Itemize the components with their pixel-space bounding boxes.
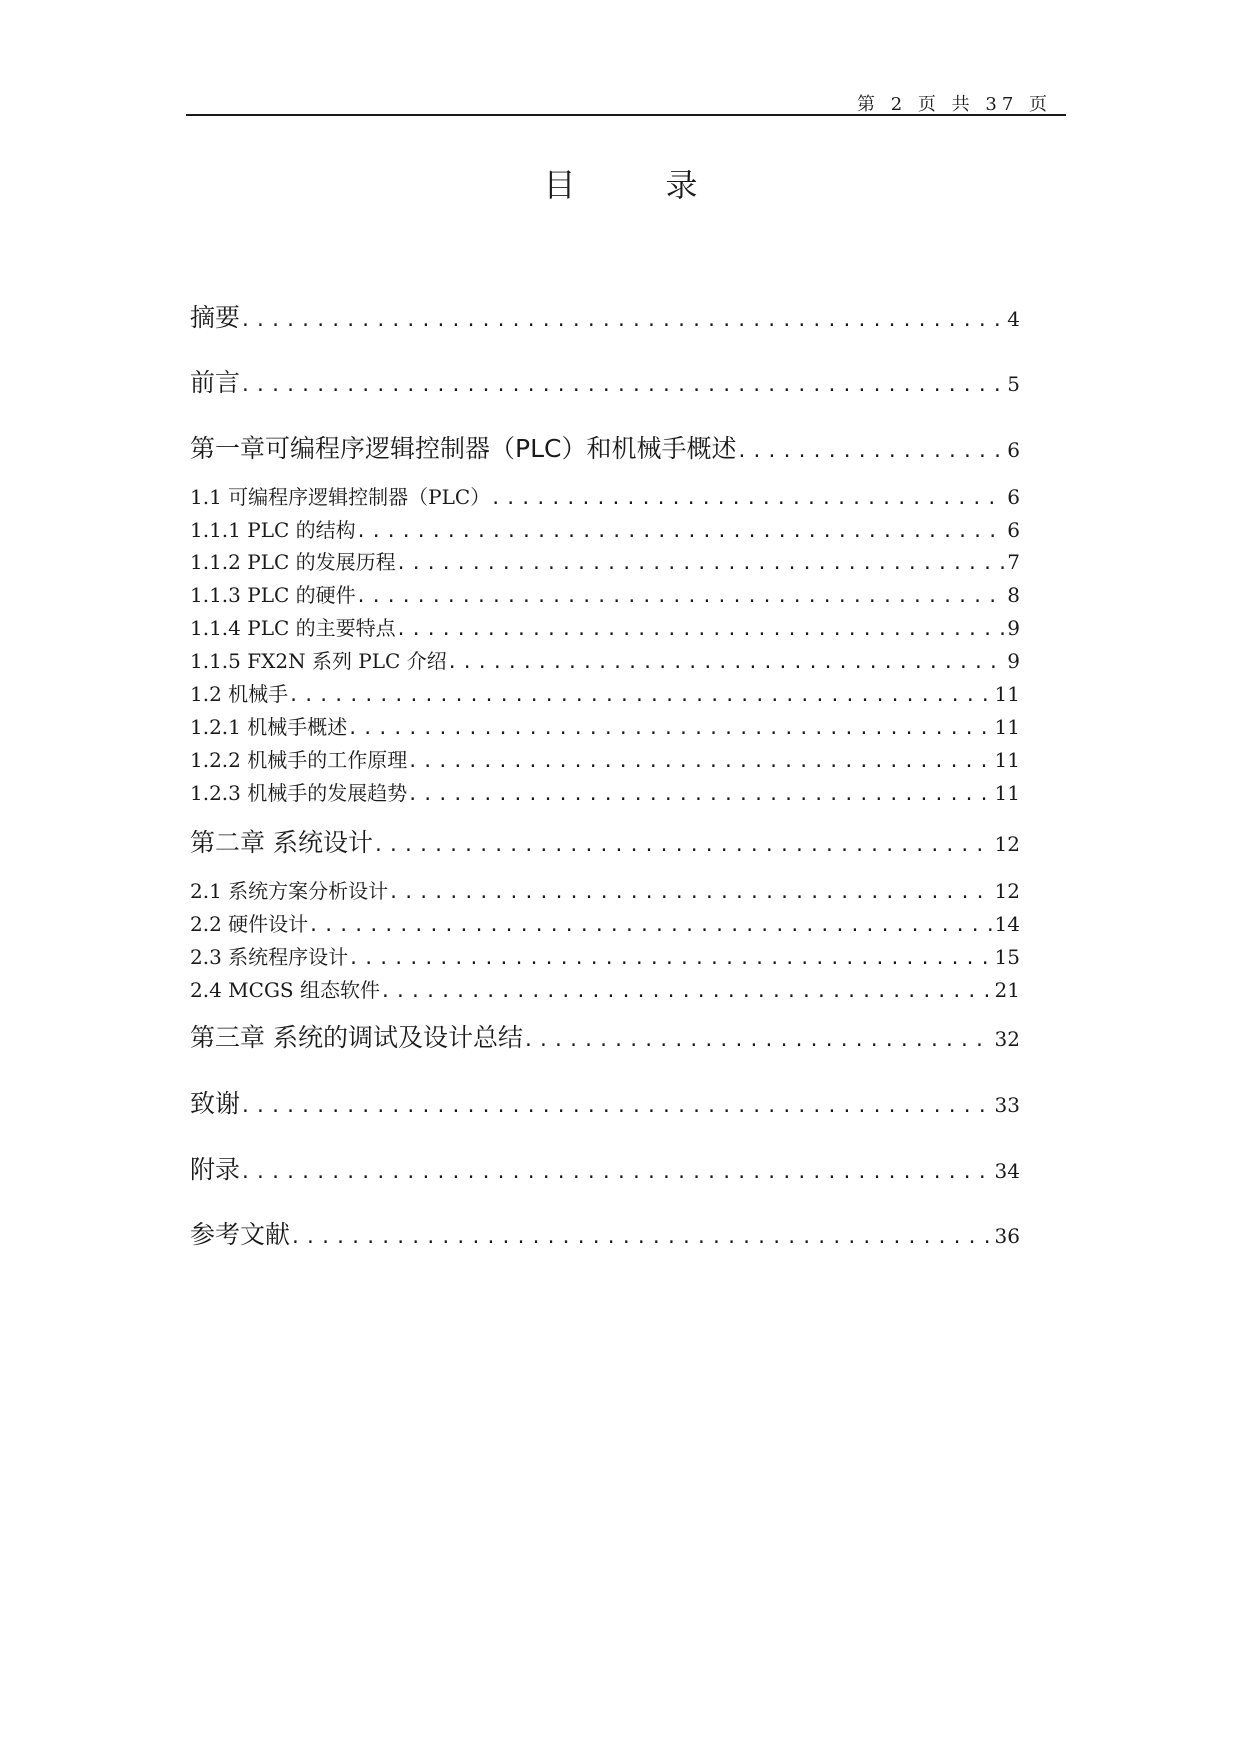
toc-entry[interactable]: [190, 744, 1020, 773]
title-char-2: 录: [665, 166, 698, 204]
toc-entry-page: 7: [1007, 550, 1020, 574]
toc-entry-page: 14: [994, 912, 1020, 936]
toc-entry-label: 1.1.3 PLC 的硬件: [190, 583, 356, 607]
toc-entry-label: 第二章 系统设计: [190, 828, 373, 857]
toc-entry[interactable]: [190, 579, 1020, 608]
toc-entry-label: 前言: [190, 368, 241, 397]
toc-entry-label: 第三章 系统的调试及设计总结: [190, 1023, 523, 1052]
toc-entry[interactable]: [190, 711, 1020, 740]
toc-entry[interactable]: [190, 1150, 1020, 1186]
page-header: [186, 88, 1066, 116]
toc-entry-page: 11: [994, 682, 1020, 706]
toc-entry-page: 4: [1007, 307, 1020, 331]
toc-entry-page: 9: [1007, 649, 1020, 673]
toc-entry[interactable]: [190, 678, 1020, 707]
toc-entry[interactable]: [190, 429, 1020, 465]
toc-entry-label: 2.4 MCGS 组态软件: [190, 978, 380, 1002]
toc-entry-label: 1.1.4 PLC 的主要特点: [190, 616, 396, 640]
toc-entry-label: 摘要: [190, 303, 241, 332]
page-title: [0, 160, 1241, 206]
toc-entry-page: 6: [1007, 438, 1020, 462]
toc-entry[interactable]: [190, 546, 1020, 575]
toc-entry-page: 32: [994, 1027, 1020, 1051]
toc-entry-page: 8: [1007, 583, 1020, 607]
toc-entry[interactable]: [190, 777, 1020, 806]
toc-entry-page: 5: [1007, 372, 1020, 396]
page-number: 第 2 页 共 37 页: [857, 94, 1052, 115]
toc-entry-label: 致谢: [190, 1089, 241, 1118]
toc-entry-label: 1.1.5 FX2N 系列 PLC 介绍: [190, 649, 447, 673]
toc-entry-page: 36: [994, 1224, 1020, 1248]
toc-entry[interactable]: [190, 941, 1020, 970]
toc-entry[interactable]: [190, 974, 1020, 1003]
toc-entry-label: 1.2.1 机械手概述: [190, 715, 348, 739]
toc-entry-label: 1.2.3 机械手的发展趋势: [190, 781, 408, 805]
toc-entry-page: 12: [994, 832, 1020, 856]
toc-entry[interactable]: [190, 481, 1020, 510]
toc-entry-page: 11: [994, 748, 1020, 772]
toc-entry-page: 12: [994, 879, 1020, 903]
toc-entry-label: 2.1 系统方案分析设计: [190, 879, 389, 903]
toc-entry-label: 1.1.2 PLC 的发展历程: [190, 550, 396, 574]
toc-entry-page: 15: [994, 945, 1020, 969]
toc-entry-label: 1.2.2 机械手的工作原理: [190, 748, 408, 772]
toc-entry[interactable]: [190, 645, 1020, 674]
toc-entry-label: 1.1 可编程序逻辑控制器（PLC）: [190, 485, 491, 509]
toc-entry[interactable]: [190, 1215, 1020, 1251]
toc-entry-page: 34: [994, 1159, 1020, 1183]
toc-entry-label: 2.2 硬件设计: [190, 912, 309, 936]
toc-entry[interactable]: [190, 612, 1020, 641]
toc-entry[interactable]: [190, 908, 1020, 937]
toc-entry[interactable]: [190, 514, 1020, 543]
toc-entry-page: 6: [1007, 518, 1020, 542]
toc-entry-label: 附录: [190, 1155, 241, 1184]
toc-entry-label: 第一章可编程序逻辑控制器（PLC）和机械手概述: [190, 434, 737, 463]
toc-entry-page: 11: [994, 715, 1020, 739]
toc-entry[interactable]: [190, 363, 1020, 399]
toc-entry-page: 6: [1007, 485, 1020, 509]
toc-entry[interactable]: [190, 875, 1020, 904]
toc-entry-label: 参考文献: [190, 1220, 291, 1249]
toc-entry-label: 1.1.1 PLC 的结构: [190, 518, 356, 542]
toc-entry-label: 2.3 系统程序设计: [190, 945, 349, 969]
toc-entry-page: 21: [994, 978, 1020, 1002]
toc-entry-page: 11: [994, 781, 1020, 805]
toc-entry-page: 9: [1007, 616, 1020, 640]
title-char-1: 目: [543, 166, 576, 204]
toc-entry[interactable]: [190, 1084, 1020, 1120]
toc-entry-label: 1.2 机械手: [190, 682, 289, 706]
toc-entry[interactable]: [190, 1018, 1020, 1054]
toc-entry-page: 33: [994, 1093, 1020, 1117]
toc-entry[interactable]: [190, 823, 1020, 859]
toc-entry[interactable]: [190, 298, 1020, 334]
